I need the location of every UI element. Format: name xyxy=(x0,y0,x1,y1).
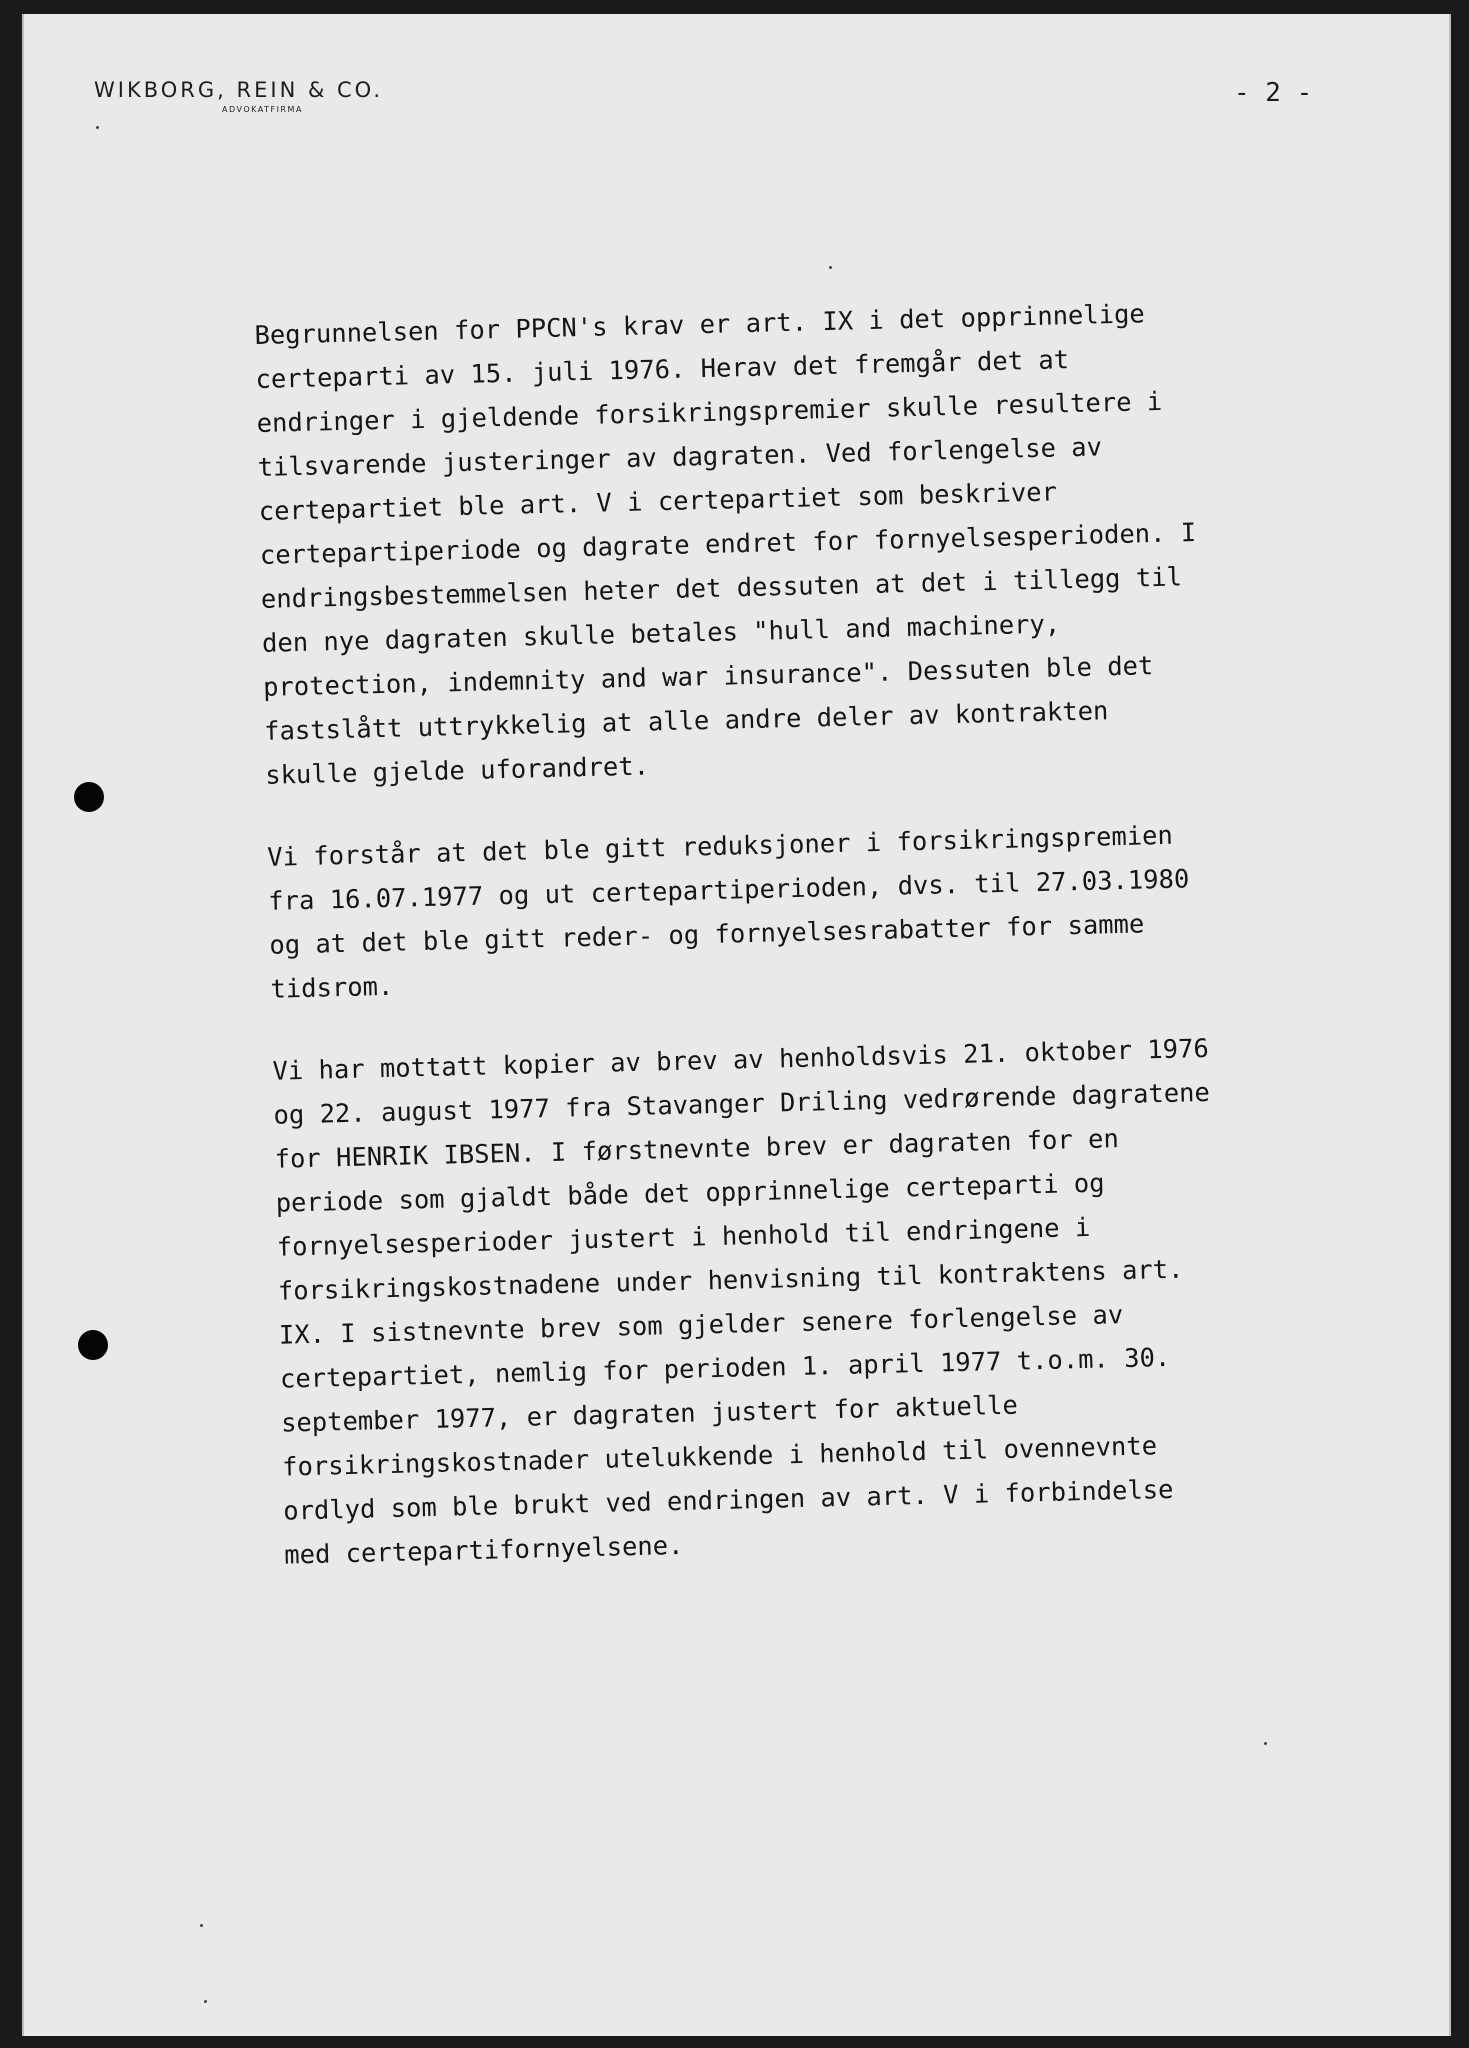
text-line: med certepartifornyelsene. xyxy=(283,1530,684,1571)
text-line: Vi forstår at det ble gitt reduksjoner i forsikringspremien xyxy=(266,820,1174,873)
text-line: september 1977, er dagraten justert for aktuelle xyxy=(280,1390,1019,1439)
scan-speck xyxy=(1264,1742,1267,1745)
text-line: fra 16.07.1977 og ut certepartiperioden, dvs. til 27.03.1980 xyxy=(267,864,1190,917)
scan-speck xyxy=(96,126,99,129)
punch-hole-bottom xyxy=(78,1330,108,1360)
text-line: og at det ble gitt reder- og fornyelsesrabatter for samme xyxy=(269,909,1145,961)
text-line: forsikringskostnadene under henvisning til kontraktens art. xyxy=(277,1254,1184,1307)
text-line: certepartiet, nemlig for perioden 1. april 1977 t.o.m. 30. xyxy=(279,1342,1171,1395)
text-line: endringsbestemmelsen heter det dessuten at det i tillegg til xyxy=(260,562,1183,615)
letter-body xyxy=(254,286,1415,1615)
text-line: fornyelsesperioder justert i henhold til endringene i xyxy=(276,1212,1091,1263)
firm-subtitle: ADVOKATFIRMA xyxy=(222,105,303,114)
text-line: IX. I sistnevnte brev som gjelder senere forlengelse av xyxy=(278,1300,1124,1351)
text-line: den nye dagraten skulle betales "hull and machinery, xyxy=(261,609,1061,659)
text-line: tilsvarende justeringer av dagraten. Ved forlengelse av xyxy=(257,432,1103,483)
text-line: endringer i gjeldende forsikringspremier skulle resultere i xyxy=(256,386,1163,439)
text-line: for HENRIK IBSEN. I førstnevnte brev er dagraten for en xyxy=(274,1124,1120,1175)
text-line: forsikringskostnader utelukkende i henhold til ovennevnte xyxy=(281,1431,1158,1483)
punch-hole-top xyxy=(74,782,104,812)
firm-name: WIKBORG, REIN & CO. xyxy=(94,78,384,102)
scan-speck xyxy=(200,1924,203,1927)
text-line: tidsrom. xyxy=(270,971,394,1005)
text-line: certeparti av 15. juli 1976. Herav det fremgår det at xyxy=(255,345,1070,395)
text-line: ordlyd som ble brukt ved endringen av art. V i forbindelse xyxy=(282,1474,1174,1527)
page-number: - 2 - xyxy=(1234,78,1313,108)
paragraph-3 xyxy=(272,1022,1415,1577)
text-line: certepartiperiode og dagrate endret for fornyelsesperioden. I xyxy=(259,518,1197,571)
scan-speck xyxy=(829,266,832,269)
text-line: periode som gjaldt både det opprinnelige certeparti og xyxy=(275,1168,1105,1219)
scan-speck xyxy=(204,2000,207,2003)
text-line: protection, indemnity and war insurance". Dessuten ble det xyxy=(262,651,1154,703)
text-line: certepartiet ble art. V i certepartiet som beskriver xyxy=(258,477,1058,527)
letterhead xyxy=(94,78,383,114)
paragraph-1 xyxy=(254,286,1395,797)
text-line: Vi har mottatt kopier av brev av henholdsvis 21. oktober 1976 xyxy=(272,1033,1210,1087)
paragraph-2 xyxy=(267,808,1401,1012)
text-line: fastslått uttrykkelig at alle andre deler av kontrakten xyxy=(263,696,1109,747)
text-line: Begrunnelsen for PPCN's krav er art. IX i det opprinnelige xyxy=(254,299,1146,351)
text-line: og 22. august 1977 fra Stavanger Driling vedrørende dagratene xyxy=(273,1077,1211,1131)
document-page xyxy=(22,14,1451,2036)
text-line: skulle gjelde uforandret. xyxy=(264,751,650,791)
